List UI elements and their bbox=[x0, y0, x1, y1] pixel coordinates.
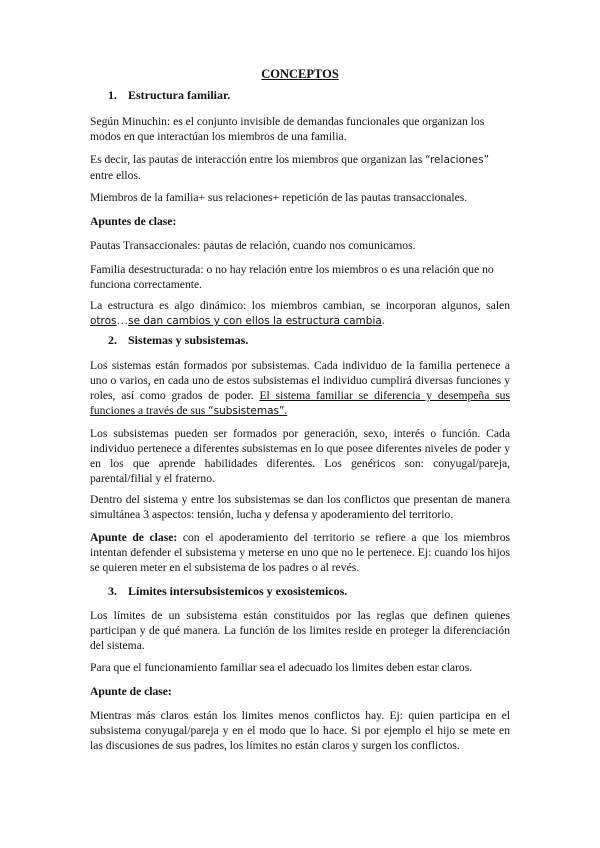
s2-paragraph-3: Dentro del sistema y entre los subsistemas se dan los conflictos que presentan de manera simultánea 3 aspectos: tensión, lucha y defensa y apoderamiento del territorio. bbox=[90, 493, 510, 521]
section-1-title: Estructura familiar. bbox=[128, 88, 231, 102]
s2-note-label: Apunte de clase: bbox=[90, 531, 178, 544]
s1-note-3 bbox=[90, 298, 510, 329]
s1-n3-text: La estructura es algo dinámico: los miembros cambian, se incorporan algunos, salen bbox=[90, 299, 510, 312]
s1-paragraph-1: Según Minuchin: es el conjunto invisible de demandas funcionales que organizan los modos en que interactúan los miembros de una familia. bbox=[90, 115, 485, 143]
section-3-number: 3. bbox=[108, 584, 117, 598]
s1-n3-period: . bbox=[381, 314, 385, 327]
s1-n3-emphasis: se dan cambios y con ellos la estructura cambia bbox=[128, 315, 382, 327]
section-3-title: Límites intersubsistemicos y exosistemicos. bbox=[128, 584, 348, 598]
s1-p2-end: entre ellos. bbox=[90, 169, 141, 182]
s1-n3-ellipsis: … bbox=[116, 314, 129, 327]
s2-paragraph-2: Los subsistemas pueden ser formados por generación, sexo, interés o función. Cada individuo pertenece a diferentes subsistemas en lo que posee diferentes niveles de poder y en los que aprende habilidades diferentes. Los genéricos son: conyugal/pareja, parental/filial y el fraterno. bbox=[90, 427, 510, 485]
s2-p1-underlined-1: El sistema familiar se diferencia y desempeña sus bbox=[259, 389, 510, 402]
s2-p1-period: . bbox=[284, 404, 288, 417]
s2-paragraph-1 bbox=[90, 358, 510, 419]
s1-p2-text: Es decir, las pautas de interacción entre los miembros que organizan las bbox=[90, 153, 426, 166]
s1-notes-heading: Apuntes de clase: bbox=[90, 215, 177, 228]
s2-p1-text: Los sistemas están formados por subsistemas. Cada individuo de la familia pertenece a uno o varios, en cada uno de estos subsistemas el individuo cumplirá diversas funciones y roles, así como grados de poder. bbox=[90, 359, 510, 402]
section-2-number: 2. bbox=[108, 333, 117, 347]
s1-n3-otros: otros bbox=[90, 315, 117, 327]
s1-paragraph-3: Miembros de la familia+ sus relaciones+ repetición de las pautas transaccionales. bbox=[90, 191, 468, 204]
page-title: CONCEPTOS bbox=[261, 67, 339, 81]
s2-p1-underlined-2: funciones a través de sus bbox=[90, 404, 209, 417]
section-1-heading bbox=[108, 88, 508, 103]
s1-note-1: Pautas Transaccionales: pautas de relación, cuando nos comunicamos. bbox=[90, 239, 416, 252]
section-1-number: 1. bbox=[108, 88, 117, 102]
s3-paragraph-1: Los límites de un subsistema están constituidos por las reglas que definen quienes participan y de qué manera. La función de los limites reside en proteger la diferenciación del sistema. bbox=[90, 609, 510, 652]
s2-note bbox=[90, 530, 510, 575]
s1-paragraph-2 bbox=[90, 152, 510, 183]
s2-p1-quote: “subsistemas” bbox=[208, 405, 285, 417]
s3-paragraph-2: Para que el funcionamiento familiar sea el adecuado los limites deben estar claros. bbox=[90, 661, 473, 674]
s1-note-2: Familia desestructurada: o no hay relación entre los miembros o es una relación que no funciona correctamente. bbox=[90, 263, 494, 291]
section-2-title: Sistemas y subsistemas. bbox=[128, 333, 249, 347]
section-2-heading bbox=[108, 333, 508, 348]
s1-p2-quote: “relaciones” bbox=[425, 154, 490, 166]
s3-notes-heading: Apunte de clase: bbox=[90, 685, 172, 698]
section-3-heading bbox=[108, 584, 508, 599]
s2-note-text: con el apoderamiento del territorio se refiere a que los miembros intentan defender el subsistema y meterse en uno que no le pertenece. Ej: cuando los hijos se quieren meter en el subsistema de los padres o al revés. bbox=[90, 531, 511, 574]
s3-note-1: Mientras más claros están los limites menos conflictos hay. Ej: quien participa en el subsistema conyugal/pareja y en el modo que lo hace. Si por ejemplo el hijo se mete en las discusiones de sus padres, los límites no están claros y surgen los conflictos. bbox=[90, 709, 510, 752]
